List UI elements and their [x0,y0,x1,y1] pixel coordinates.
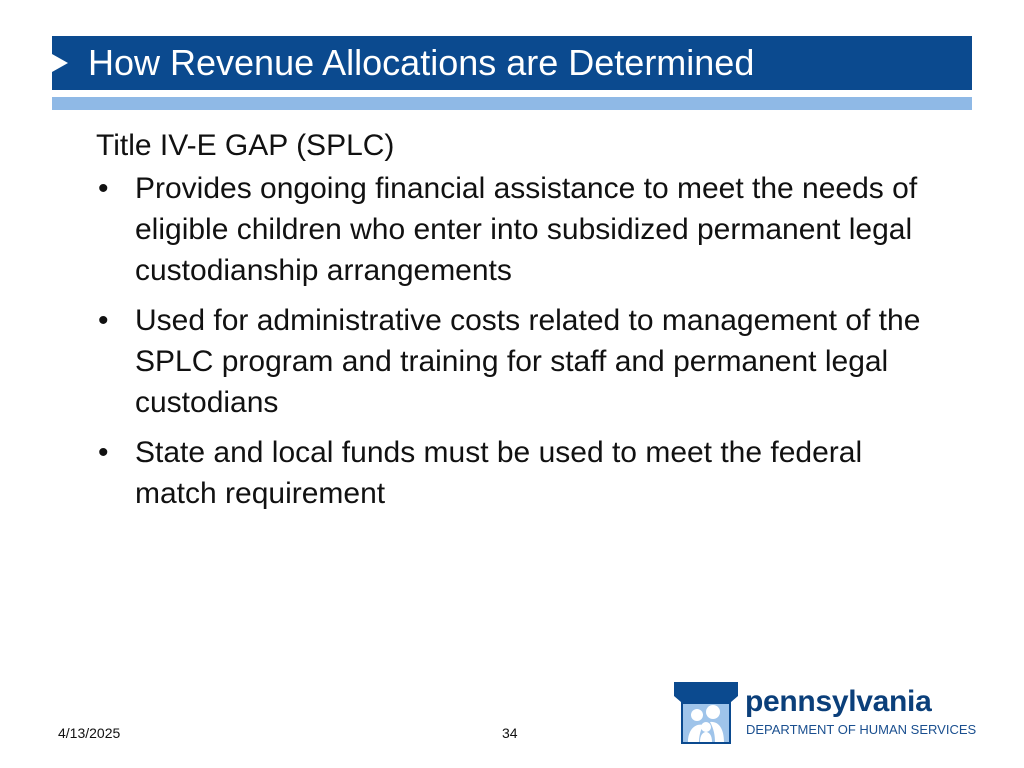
page-number: 34 [502,725,518,741]
bullet-item [96,168,936,291]
logo-department: DEPARTMENT OF HUMAN SERVICES [746,722,977,737]
slide-content [96,126,936,523]
footer-date: 4/13/2025 [58,725,121,741]
bullet-text: Provides ongoing financial assistance to meet the needs of eligible children who enter into subsidized permanent legal custodianship arrangements [135,172,918,287]
bullet-item [96,300,936,423]
logo-wordmark: pennsylvania [745,685,932,718]
bullet-text: State and local funds must be used to meet the federal match requirement [135,436,863,510]
slide-title: How Revenue Allocations are Determined [88,42,755,83]
bullet-icon: • [98,172,109,205]
bullet-text: Used for administrative costs related to management of the SPLC program and training for staff and permanent legal custodians [135,304,921,419]
pa-dhs-logo [674,682,978,744]
title-arrow-icon [52,54,68,72]
bullet-icon: • [98,436,109,469]
bullet-icon: • [98,304,109,337]
keystone-family-icon [674,682,738,744]
title-underline [52,97,972,110]
bullet-list [96,168,936,514]
section-heading: Title IV-E GAP (SPLC) [96,129,395,162]
bullet-item [96,432,936,514]
